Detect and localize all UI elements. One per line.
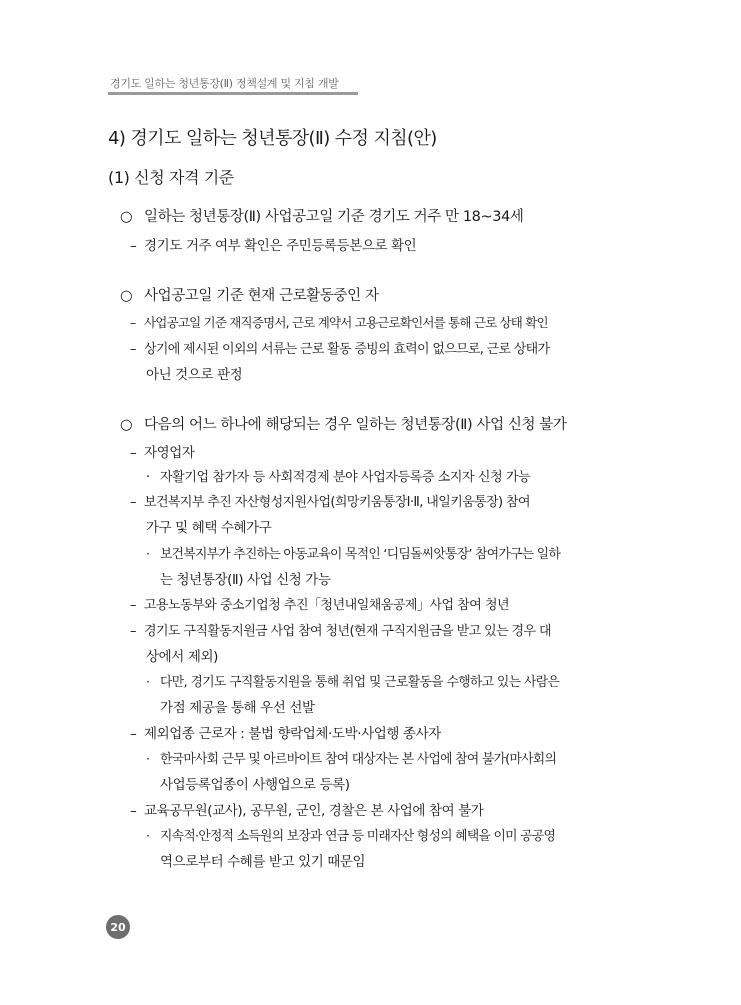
dash-item [130, 722, 441, 742]
dot-item [146, 543, 560, 562]
dot-icon: · [146, 675, 150, 690]
dash-text: 상기에 제시된 이외의 서류는 근로 활동 증빙의 효력이 없으므로, 근로 상태가 [144, 342, 550, 357]
dash-item [130, 441, 195, 461]
dash-item [130, 313, 548, 331]
dot-icon: · [146, 752, 150, 767]
dash-text: 자영업자 [144, 445, 195, 461]
dash-icon: – [130, 803, 137, 819]
dash-icon: – [130, 495, 136, 510]
dash-text: 제외업종 근로자 : 불법 향락업체·도박·사업행 종사자 [144, 726, 441, 742]
dash-item [130, 594, 509, 613]
continuation-line: 역으로부터 수혜를 받고 있기 때문임 [160, 854, 366, 870]
dash-icon: – [130, 726, 137, 742]
dash-item [130, 620, 551, 639]
dash-text: 경기도 구직활동지원금 사업 참여 청년(현재 구직지원금을 받고 있는 경우 대 [144, 624, 551, 639]
subsection-title: (1) 신청 자격 기준 [108, 168, 234, 187]
dash-item [130, 799, 483, 819]
page-number-badge: 20 [106, 915, 130, 939]
continuation-line: 가점 제공을 통해 우선 선발 [160, 700, 315, 716]
continuation-line: 아닌 것으로 판정 [146, 367, 243, 383]
dash-text: 경기도 거주 여부 확인은 주민등록등본으로 확인 [144, 238, 417, 254]
continuation-line: 사업등록업종이 사행업으로 등록) [160, 777, 350, 793]
bullet-text: 다음의 어느 하나에 해당되는 경우 일하는 청년통장(Ⅱ) 사업 신청 불가 [144, 417, 567, 433]
dash-icon: – [130, 238, 137, 254]
circle-bullet-icon: ○ [120, 417, 133, 433]
dot-text: 지속적·안정적 소득원의 보장과 연금 등 미래자산 형성의 혜택을 이미 공공영 [160, 829, 556, 844]
dot-text: 보건복지부가 추진하는 아동교육이 목적인 ‘디딤돌씨앗통장’ 참여가구는 일하 [160, 547, 561, 562]
dash-text: 고용노동부와 중소기업청 추진「청년내일채움공제」사업 참여 청년 [144, 598, 510, 613]
circle-bullet-item [120, 205, 524, 226]
dash-icon: – [130, 445, 137, 461]
dash-text: 보건복지부 추진 자산형성지원사업(희망키움통장Ⅰ·Ⅱ, 내일키움통장) 참여 [144, 495, 530, 510]
dot-item [146, 671, 559, 690]
dash-icon: – [130, 342, 136, 357]
bullet-text: 사업공고일 기준 현재 근로활동중인 자 [144, 288, 379, 304]
continuation-line: 상에서 제외) [146, 649, 218, 665]
circle-bullet-item [120, 413, 567, 434]
dash-text: 사업공고일 기준 재직증명서, 근로 계약서 고용근로확인서를 통해 근로 상태 확인 [144, 315, 548, 330]
dot-icon: · [146, 470, 150, 485]
dot-icon: · [146, 547, 150, 562]
dot-text: 다만, 경기도 구직활동지원을 통해 취업 및 근로활동을 수행하고 있는 사람은 [160, 675, 560, 690]
section-title: 4) 경기도 일하는 청년통장(Ⅱ) 수정 지침(안) [108, 128, 437, 149]
dot-text: 자활기업 참가자 등 사회적경제 분야 사업자등록증 소지자 신청 가능 [160, 470, 531, 485]
dash-text: 교육공무원(교사), 공무원, 군인, 경찰은 본 사업에 참여 불가 [144, 803, 484, 819]
dot-text: 한국마사회 근무 및 아르바이트 참여 대상자는 본 사업에 참여 불가(마사회의 [160, 752, 557, 767]
dash-icon: – [130, 624, 136, 639]
header-rule [108, 92, 358, 95]
dot-item [146, 825, 555, 844]
circle-bullet-icon: ○ [120, 288, 133, 304]
dash-item [130, 234, 416, 254]
running-header: 경기도 일하는 청년통장(Ⅱ) 정책설계 및 지침 개발 [110, 77, 339, 90]
dash-item [130, 491, 530, 510]
continuation-line: 는 청년통장(Ⅱ) 사업 신청 가능 [160, 572, 331, 588]
continuation-line: 가구 및 혜택 수혜가구 [146, 520, 272, 536]
circle-bullet-icon: ○ [120, 209, 133, 225]
bullet-text: 일하는 청년통장(Ⅱ) 사업공고일 기준 경기도 거주 만 18~34세 [144, 209, 524, 225]
dash-icon: – [130, 598, 136, 613]
dot-item [146, 466, 530, 485]
dash-item [130, 338, 549, 357]
dot-icon: · [146, 829, 150, 844]
circle-bullet-item [120, 284, 379, 305]
dash-icon: – [130, 315, 136, 330]
dot-item [146, 748, 556, 767]
